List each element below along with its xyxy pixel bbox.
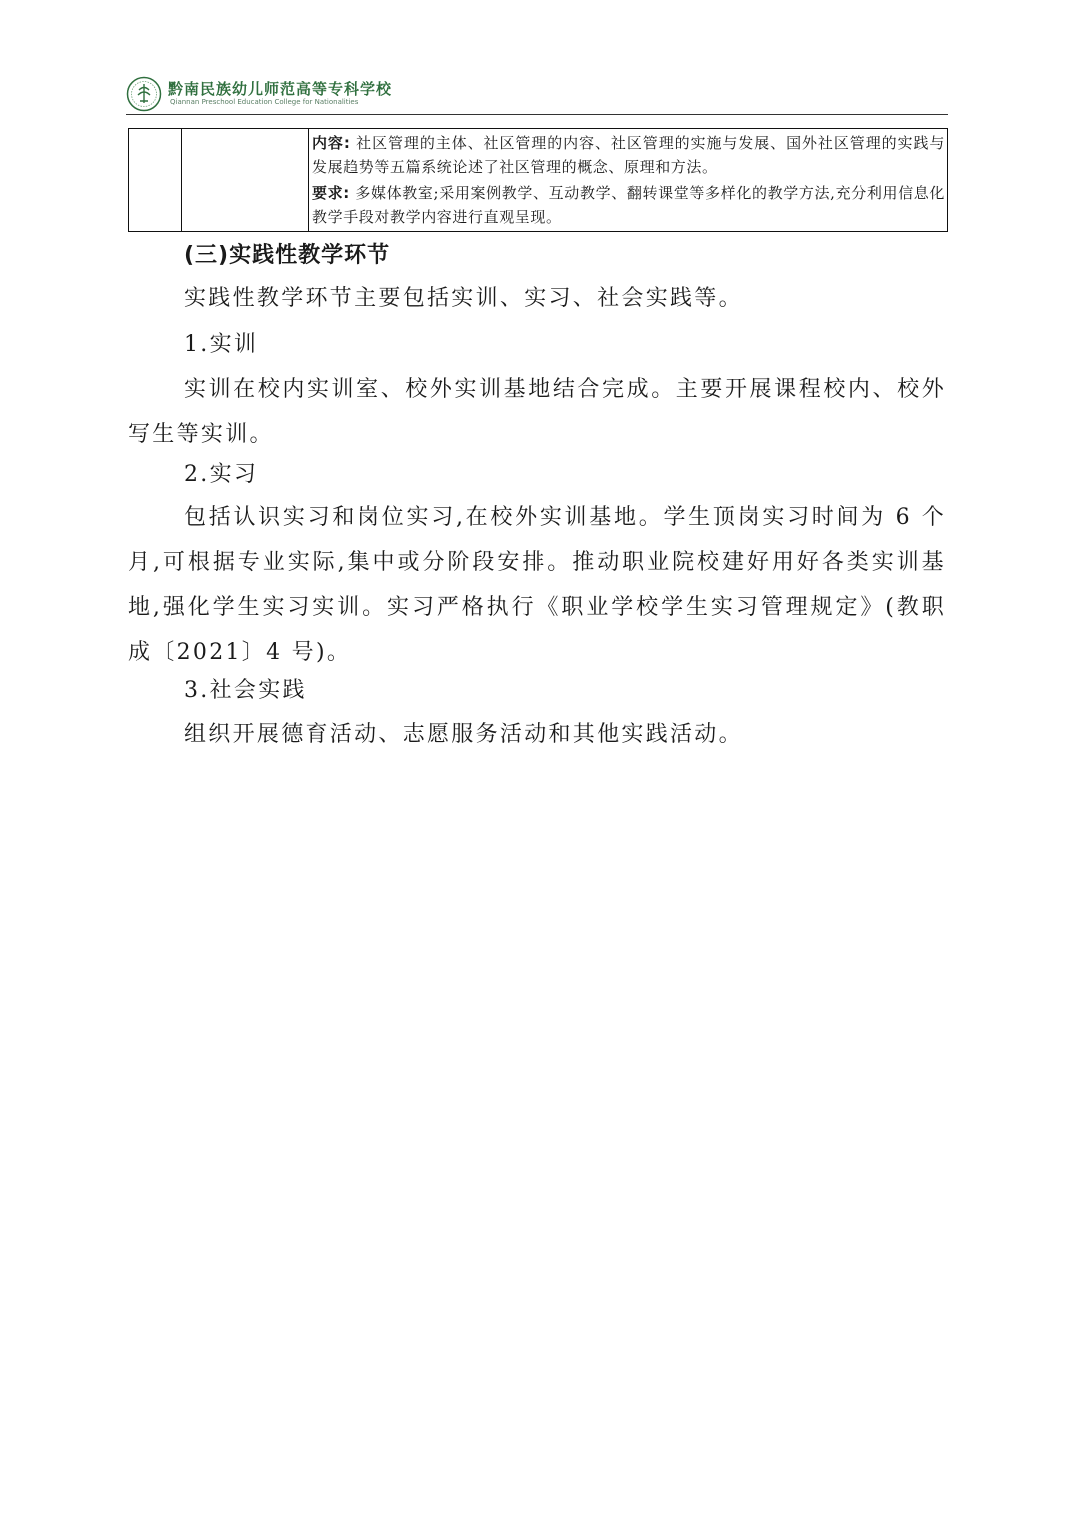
content-label: 内容: xyxy=(312,134,351,152)
table-cell-empty xyxy=(182,129,309,232)
content-block xyxy=(309,129,947,179)
section-heading: (三)实践性教学环节 xyxy=(184,243,391,268)
table-cell-empty xyxy=(129,129,182,232)
table-row xyxy=(129,129,948,232)
item-text-internship: 包括认识实习和岗位实习,在校外实训基地。学生顶岗实习时间为 6 个月,可根据专业实际,集中或分阶段安排。推动职业院校建好用好各类实训基地,强化学生实习实训。实习严格执行《职业学校学生实习管理规定》(教职成〔2021〕4 号)。 xyxy=(128,505,946,665)
table-cell-description xyxy=(309,129,948,232)
section-intro: 实践性教学环节主要包括实训、实习、社会实践等。 xyxy=(184,286,743,311)
requirement-block xyxy=(309,179,947,229)
header-divider xyxy=(126,114,948,115)
page-header xyxy=(126,72,948,116)
course-table xyxy=(128,128,948,232)
item-title-internship: 2.实习 xyxy=(184,462,259,487)
item-title-social-practice: 3.社会实践 xyxy=(184,678,307,703)
requirement-label: 要求: xyxy=(312,184,350,202)
school-name-en: Qiannan Preschool Education College for Nationalities xyxy=(170,98,359,106)
requirement-text: 多媒体教室;采用案例教学、互动教学、翻转课堂等多样化的教学方法,充分利用信息化教学手段对教学内容进行直观呈现。 xyxy=(312,184,946,226)
item-text-social-practice: 组织开展德育活动、志愿服务活动和其他实践活动。 xyxy=(184,722,743,747)
school-emblem-icon xyxy=(126,76,162,112)
item-text-training: 实训在校内实训室、校外实训基地结合完成。主要开展课程校内、校外写生等实训。 xyxy=(128,377,946,447)
content-text: 社区管理的主体、社区管理的内容、社区管理的实施与发展、国外社区管理的实践与发展趋势等五篇系统论述了社区管理的概念、原理和方法。 xyxy=(312,134,945,176)
item-title-training: 1.实训 xyxy=(184,332,259,357)
school-name-cn: 黔南民族幼儿师范高等专科学校 xyxy=(168,80,393,98)
